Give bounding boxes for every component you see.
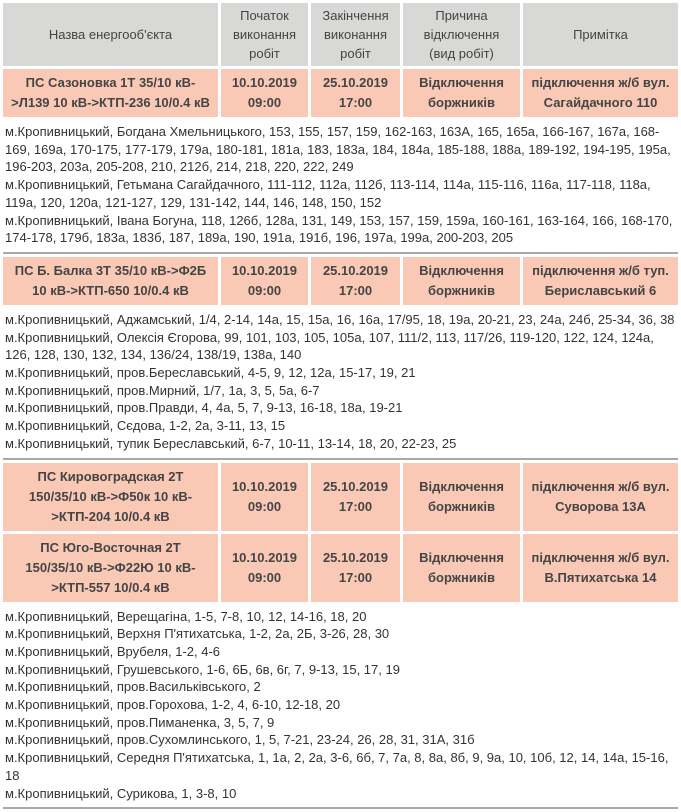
work-end-cell — [311, 69, 400, 117]
address-row — [3, 605, 678, 810]
header-row — [3, 3, 678, 66]
header-work-end: Закінчення виконання робіт — [311, 3, 400, 66]
outage-reason: Відключення боржників — [403, 463, 520, 531]
address-line: м.Кропивницький, Богдана Хмельницького, 153, 155, 157, 159, 162-163, 163А, 165, 165а, 166-167, 167а, 168-169, 169а, 170-175, 177-179, 179а, 180-181, 181а, 183, 183а, 184, 184а, 185-188, 188а, 189-192, 194-195, 195а, 196-203, 203а, 205-208, 210, 212б, 214, 218, 220, 222, 249 — [5, 124, 671, 175]
address-row — [3, 120, 678, 254]
entry-row — [3, 69, 678, 117]
address-block — [3, 605, 678, 810]
end-date: 25.10.2019 — [322, 75, 389, 90]
header-work-start: Початок виконання робіт — [221, 3, 308, 66]
work-end-cell — [311, 257, 400, 305]
start-date: 10.10.2019 — [231, 549, 298, 565]
start-time: 09:00 — [247, 95, 282, 110]
address-block — [3, 120, 678, 254]
work-start-cell — [221, 257, 308, 305]
note-cell: підключення ж/б вул. Сагайдачного 110 — [523, 69, 678, 117]
header-energy-object: Назва енергооб'єкта — [3, 3, 218, 66]
end-time: 17:00 — [338, 95, 373, 110]
work-start-cell — [221, 69, 308, 117]
header-outage-reason: Причина відключення (вид робіт) — [403, 3, 520, 66]
address-line: м.Кропивницький, Аджамський, 1/4, 2-14, 14а, 15, 15а, 16, 16а, 17/95, 18, 19а, 20-21, 23, 24а, 24б, 25-34, 36, 38 — [5, 311, 675, 327]
start-date: 10.10.2019 — [231, 262, 298, 278]
start-time: 09:00 — [247, 282, 282, 298]
address-line: м.Кропивницький, Гетьмана Сагайдачного, 111-112, 112а, 112б, 113-114, 114а, 115-116, 116а, 117-118, 118а, 119а, 120, 120а, 121-127, 129, 131-142, 144, 146, 148, 150, 152 — [5, 177, 651, 210]
start-date: 10.10.2019 — [231, 75, 298, 90]
address-line: м.Кропивницький, пров.Горохова, 1-2, 4, 6-10, 12-18, 20 — [5, 697, 341, 713]
address-block — [3, 308, 678, 460]
outage-reason: Відключення боржників — [403, 257, 520, 305]
entry-row — [3, 534, 678, 602]
work-start-cell — [221, 534, 308, 602]
outage-reason: Відключення боржників — [403, 69, 520, 117]
address-line: м.Кропивницький, пров.Береславський, 4-5, 9, 12, 12а, 15-17, 19, 21 — [5, 365, 416, 381]
address-line: м.Кропивницький, Врубеля, 1-2, 4-6 — [5, 643, 221, 659]
address-line: м.Кропивницький, пров.Васильківського, 2 — [5, 679, 261, 695]
end-time: 17:00 — [338, 569, 373, 585]
note-cell: підключення ж/б вул. Суворова 13А — [523, 463, 678, 531]
address-line: м.Кропивницький, Грушевського, 1-6, 6Б, 6в, 6г, 7, 9-13, 15, 17, 19 — [5, 661, 400, 677]
address-line: м.Кропивницький, пров.Пиманенка, 3, 5, 7, 9 — [5, 714, 275, 730]
entry-row — [3, 257, 678, 305]
start-time: 09:00 — [247, 569, 282, 585]
address-line: м.Кропивницький, пров.Мирний, 1/7, 1а, 3, 5, 5а, 6-7 — [5, 382, 320, 398]
address-line: м.Кропивницький, Олексія Єгорова, 99, 101, 103, 105, 105а, 107, 111/2, 113, 117/26, 119-120, 122, 124, 124а, 126, 128, 130, 132, 134, 136/24, 138/19, 138а, 140 — [5, 329, 654, 363]
end-date: 25.10.2019 — [322, 262, 389, 278]
note-cell: підключення ж/б вул. В.Пятихатська 14 — [523, 534, 678, 602]
address-line: м.Кропивницький, Сєдова, 1-2, 2а, 3-11, 13, 15 — [5, 418, 286, 434]
address-line: м.Кропивницький, Верхня П'ятихатська, 1-2, 2а, 2Б, 3-26, 28, 30 — [5, 626, 390, 642]
work-end-cell — [311, 534, 400, 602]
address-line: м.Кропивницький, Сурикова, 1, 3-8, 10 — [5, 785, 237, 801]
end-time: 17:00 — [338, 282, 373, 298]
energy-object-name: ПС Сазоновка 1Т 35/10 кВ->Л139 10 кВ->КТП-236 10/0.4 кВ — [3, 69, 218, 117]
address-line: м.Кропивницький, Верещагіна, 1-5, 7-8, 10, 12, 14-16, 18, 20 — [5, 608, 367, 624]
address-line: м.Кропивницький, Івана Богуна, 118, 126б, 128а, 131, 149, 153, 157, 159, 159а, 160-161, 163-164, 166, 168-170, 174-178, 179б, 183а, 183б, 187, 189а, 190, 191а, 191б, 196, 197а, 199а, 200-203, 205 — [5, 212, 673, 246]
outage-reason: Відключення боржників — [403, 534, 520, 602]
header-note: Примітка — [523, 3, 678, 66]
end-date: 25.10.2019 — [322, 478, 389, 494]
energy-object-name: ПС Кировоградская 2Т 150/35/10 кВ->Ф50к 10 кВ->КТП-204 10/0.4 кВ — [3, 463, 218, 531]
address-line: м.Кропивницький, пров.Правди, 4, 4а, 5, 7, 9-13, 16-18, 18а, 19-21 — [5, 400, 403, 416]
end-date: 25.10.2019 — [322, 549, 389, 565]
work-start-cell — [221, 463, 308, 531]
end-time: 17:00 — [338, 498, 373, 514]
address-row — [3, 308, 678, 460]
note-cell: підключення ж/б туп. Бериславський 6 — [523, 257, 678, 305]
start-date: 10.10.2019 — [231, 478, 298, 494]
energy-object-name: ПС Б. Балка 3Т 35/10 кВ->Ф2Б 10 кВ->КТП-650 10/0.4 кВ — [3, 257, 218, 305]
address-line: м.Кропивницький, пров.Сухомлинського, 1, 5, 7-21, 23-24, 26, 28, 31, 31А, 31б — [5, 732, 475, 748]
address-line: м.Кропивницький, Середня П'ятихатська, 1, 1а, 2, 2а, 3-6, 6б, 7, 7а, 8, 8а, 8б, 9, 9а, 10, 10б, 12, 14, 14а, 15-16, 18 — [5, 750, 669, 783]
start-time: 09:00 — [247, 498, 282, 514]
work-end-cell — [311, 463, 400, 531]
entry-row — [3, 463, 678, 531]
address-line: м.Кропивницький, тупик Береславський, 6-7, 10-11, 13-14, 18, 20, 22-23, 25 — [5, 435, 457, 451]
energy-object-name: ПС Юго-Восточная 2Т 150/35/10 кВ->Ф22Ю 10 кВ->КТП-557 10/0.4 кВ — [3, 534, 218, 602]
